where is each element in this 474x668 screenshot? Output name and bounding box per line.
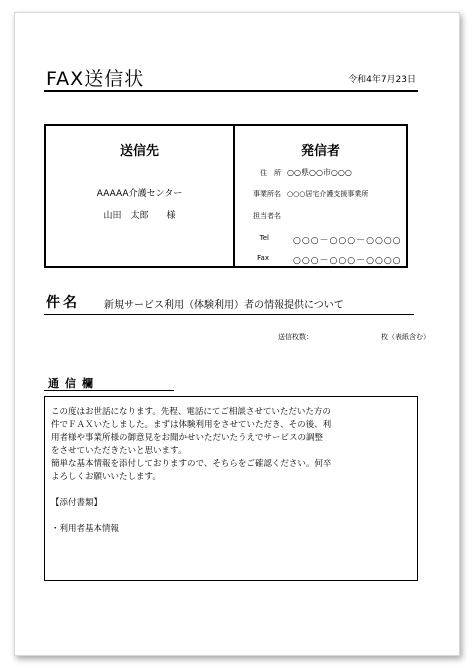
tel-label: Tel — [259, 234, 269, 242]
sender-office-row — [235, 189, 406, 201]
recipient-company: AAAAA介護センター — [96, 189, 183, 199]
address-label: 住 所 — [260, 169, 281, 177]
communication-label: 通信欄 — [48, 377, 99, 390]
sender-address-row — [235, 168, 406, 180]
sender-staff-row — [235, 211, 406, 223]
message-line: 用者様や事業所様の御意見をお聞かせいただいたうえでサービスの調整 — [51, 433, 324, 443]
message-line: 簡単な基本情報を添付しておりますので、そちらをご確認ください。何卒 — [51, 459, 332, 469]
page-count-value: 枚（表紙含む） — [381, 333, 430, 341]
message-line: をさせていただきたいと思います。 — [51, 446, 187, 456]
recipient-heading: 送信先 — [119, 144, 159, 159]
staff-label: 担当者名 — [253, 212, 281, 220]
sender-heading: 発信者 — [300, 144, 340, 159]
fax-label: Fax — [257, 254, 269, 262]
document-title: FAX送信状 — [46, 68, 145, 90]
message-line: 件でＦＡＸいたしました。まずは体験利用をさせていただき、その後、利 — [51, 420, 332, 430]
message-line: この度はお世話になります。先程、電話にてご相談させていただいた方の — [51, 407, 331, 417]
attachment-item: ・利用者基本情報 — [51, 524, 120, 534]
page-count-label: 送信枚数： — [278, 333, 313, 341]
communication-box — [44, 396, 418, 581]
header-table — [44, 124, 408, 268]
recipient-person: 山田 太郎 様 — [103, 211, 176, 221]
recipient-cell — [46, 126, 235, 266]
title-underline — [44, 90, 418, 92]
sender-cell — [235, 126, 406, 266]
office-label: 事業所名 — [253, 190, 281, 198]
fax-value: ○○○－○○○－○○○○ — [293, 256, 402, 266]
page-count — [278, 332, 430, 342]
subject-value: 新規サービス利用（体験利用）者の情報提供について — [104, 300, 344, 311]
subject-underline — [44, 314, 414, 315]
communication-underline — [44, 390, 174, 391]
attachment-heading: 【添付書類】 — [51, 498, 103, 508]
address-value: ○○県○○市○○○ — [287, 168, 352, 177]
document-date: 令和4年7月23日 — [348, 75, 416, 85]
message-line: よろしくお願いいたします。 — [51, 472, 161, 482]
tel-value: ○○○－○○○－○○○○ — [293, 236, 402, 246]
office-value: ○○○居宅介護支援事業所 — [287, 190, 369, 198]
sender-fax-row — [235, 254, 406, 266]
subject-label: 件名 — [46, 295, 80, 311]
sender-tel-row — [235, 234, 406, 246]
